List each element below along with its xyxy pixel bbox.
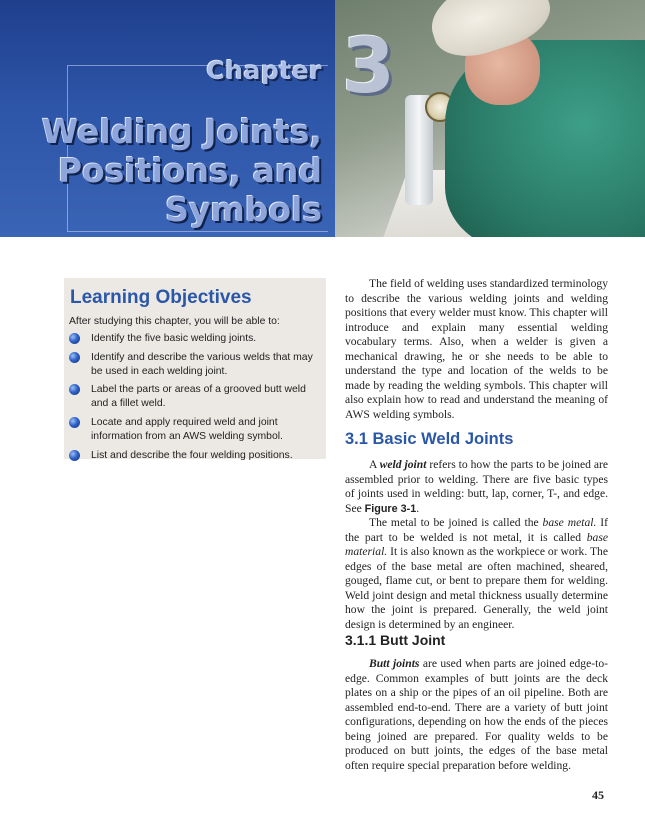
text-run: It is also known as the workpiece or work. The edges of the base metal are often machined, sheared, gouged, flame cut, or bent to prepare them for welding. Weld joint design and metal thickness usually determine how the joint is prepared. Generally, the weld joint design is determined by an engineer. — [345, 545, 608, 631]
objectives-intro: After studying this chapter, you will be able to: — [69, 316, 280, 327]
chapter-banner — [0, 0, 645, 237]
chapter-label: Chapter — [206, 56, 322, 85]
learning-objectives-box — [64, 278, 326, 459]
objectives-list — [69, 332, 321, 467]
section-body — [345, 458, 608, 632]
objective-text: Identify and describe the various welds that may be used in each welding joint. — [91, 351, 313, 377]
butt-joint-paragraph — [345, 657, 608, 773]
objective-text: Locate and apply required weld and joint information from an AWS welding symbol. — [91, 416, 283, 442]
section-heading: 3.1 Basic Weld Joints — [345, 430, 514, 448]
butt-joint-body — [345, 657, 608, 773]
weld-joint-paragraph — [345, 458, 608, 516]
subsection-heading: 3.1.1 Butt Joint — [345, 632, 446, 648]
objective-item — [69, 383, 321, 411]
bullet-icon — [69, 450, 80, 461]
text-run: refers to how the parts to be joined are assembled prior to welding. There are five basic types of joints used in welding: butt, lap, corner, T-, and edge. See — [345, 458, 608, 515]
bullet-icon — [69, 352, 80, 363]
base-metal-paragraph — [345, 516, 608, 632]
text-run: If the part to be welded is not metal, it is called — [345, 516, 609, 544]
text-run: are used when parts are joined edge-to-edge. Common examples of butt joints are the deck plates on a ship or the pipes of an oil pipeline. Both are assembled end-to-end. There are a variety of butt joint configurations, depending on how the ends of the pieces being joined are prepared. For quality welds to be produced on butt joints, the edges of the base metal often require special preparation before welding. — [345, 657, 608, 772]
objective-item — [69, 351, 321, 379]
chapter-title — [22, 112, 322, 229]
text-run: A — [369, 458, 380, 471]
bullet-icon — [69, 333, 80, 344]
text-run: The metal to be joined is called the — [369, 516, 543, 529]
chapter-title-line: Welding Joints, — [41, 112, 322, 151]
objective-item — [69, 332, 321, 346]
chapter-title-line: Positions, and — [57, 151, 322, 190]
objective-text: Identify the five basic welding joints. — [91, 333, 257, 344]
chapter-title-line: Symbols — [165, 190, 322, 229]
bullet-icon — [69, 417, 80, 428]
term-base-material: base material. — [345, 530, 608, 558]
objective-text: List and describe the four welding positions. — [91, 449, 293, 461]
intro-paragraph: The field of welding uses standardized terminology to describe the various welding joints and welding positions that every welder must know. This chapter will introduce and explain many essential welding vocabulary terms. Also, when a welder is given a mechanical drawing, he or she needs to be able to understand the type and location of the welds to be made by reading the welding symbols. This chapter will also explain how to read and understand the meaning of AWS welding symbols. — [345, 277, 608, 421]
term-butt-joints: Butt joints — [369, 657, 420, 670]
bullet-icon — [69, 384, 80, 395]
objective-item — [69, 449, 321, 463]
objective-item — [69, 416, 321, 444]
objectives-heading: Learning Objectives — [70, 287, 252, 308]
term-weld-joint: weld joint — [379, 458, 427, 471]
chapter-number: 3 — [342, 21, 395, 110]
term-base-metal: base metal. — [542, 516, 597, 529]
page-number: 45 — [592, 788, 604, 802]
intro-paragraph-block — [345, 277, 608, 422]
figure-reference: Figure 3-1 — [364, 502, 417, 515]
text-run: . — [416, 501, 420, 515]
objective-text: Label the parts or areas of a grooved butt weld and a fillet weld. — [91, 384, 306, 410]
